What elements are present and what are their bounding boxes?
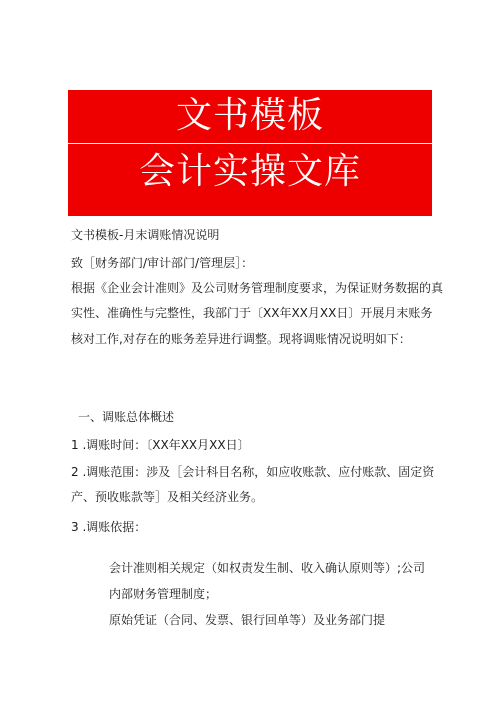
intro-line-1: 根据《企业会计准则》及公司财务管理制度要求，为保证财务数据的真 [71, 281, 444, 295]
banner-divider [68, 143, 432, 144]
document-title: 文书模板-月末调账情况说明 [71, 228, 220, 242]
banner-title: 文书模板 [175, 95, 324, 136]
list-item-adjust-time: 1 .调账时间：〔XX年XX月XX日〕 [71, 438, 250, 452]
list-item-adjust-scope-line-1: 2 .调账范围：涉及［会计科目名称，如应收账款、应付账款、固定资 [71, 465, 435, 479]
banner-subtitle: 会计实操文库 [138, 151, 361, 192]
basis-line-2: 内部财务管理制度； [109, 587, 218, 601]
basis-line-3: 原始凭证（合同、发票、银行回单等）及业务部门提 [109, 613, 386, 627]
section-heading-overview: 一、调账总体概述 [78, 410, 175, 424]
basis-line-1: 会计准则相关规定（如权责发生制、收入确认原则等）;公司 [109, 561, 426, 575]
list-item-adjust-scope-line-2: 产、预收账款等］及相关经济业务。 [71, 490, 264, 504]
list-item-adjust-basis: 3 .调账依据： [71, 520, 147, 534]
title-banner [68, 90, 432, 216]
salutation: 致［财务部门/审计部门/管理层］： [71, 256, 254, 270]
intro-line-2: 实性、准确性与完整性，我部门于〔XX年XX月XX日〕开展月末账务 [71, 306, 433, 320]
intro-line-3: 核对工作,对存在的账务差异进行调整。现将调账情况说明如下： [71, 332, 411, 346]
